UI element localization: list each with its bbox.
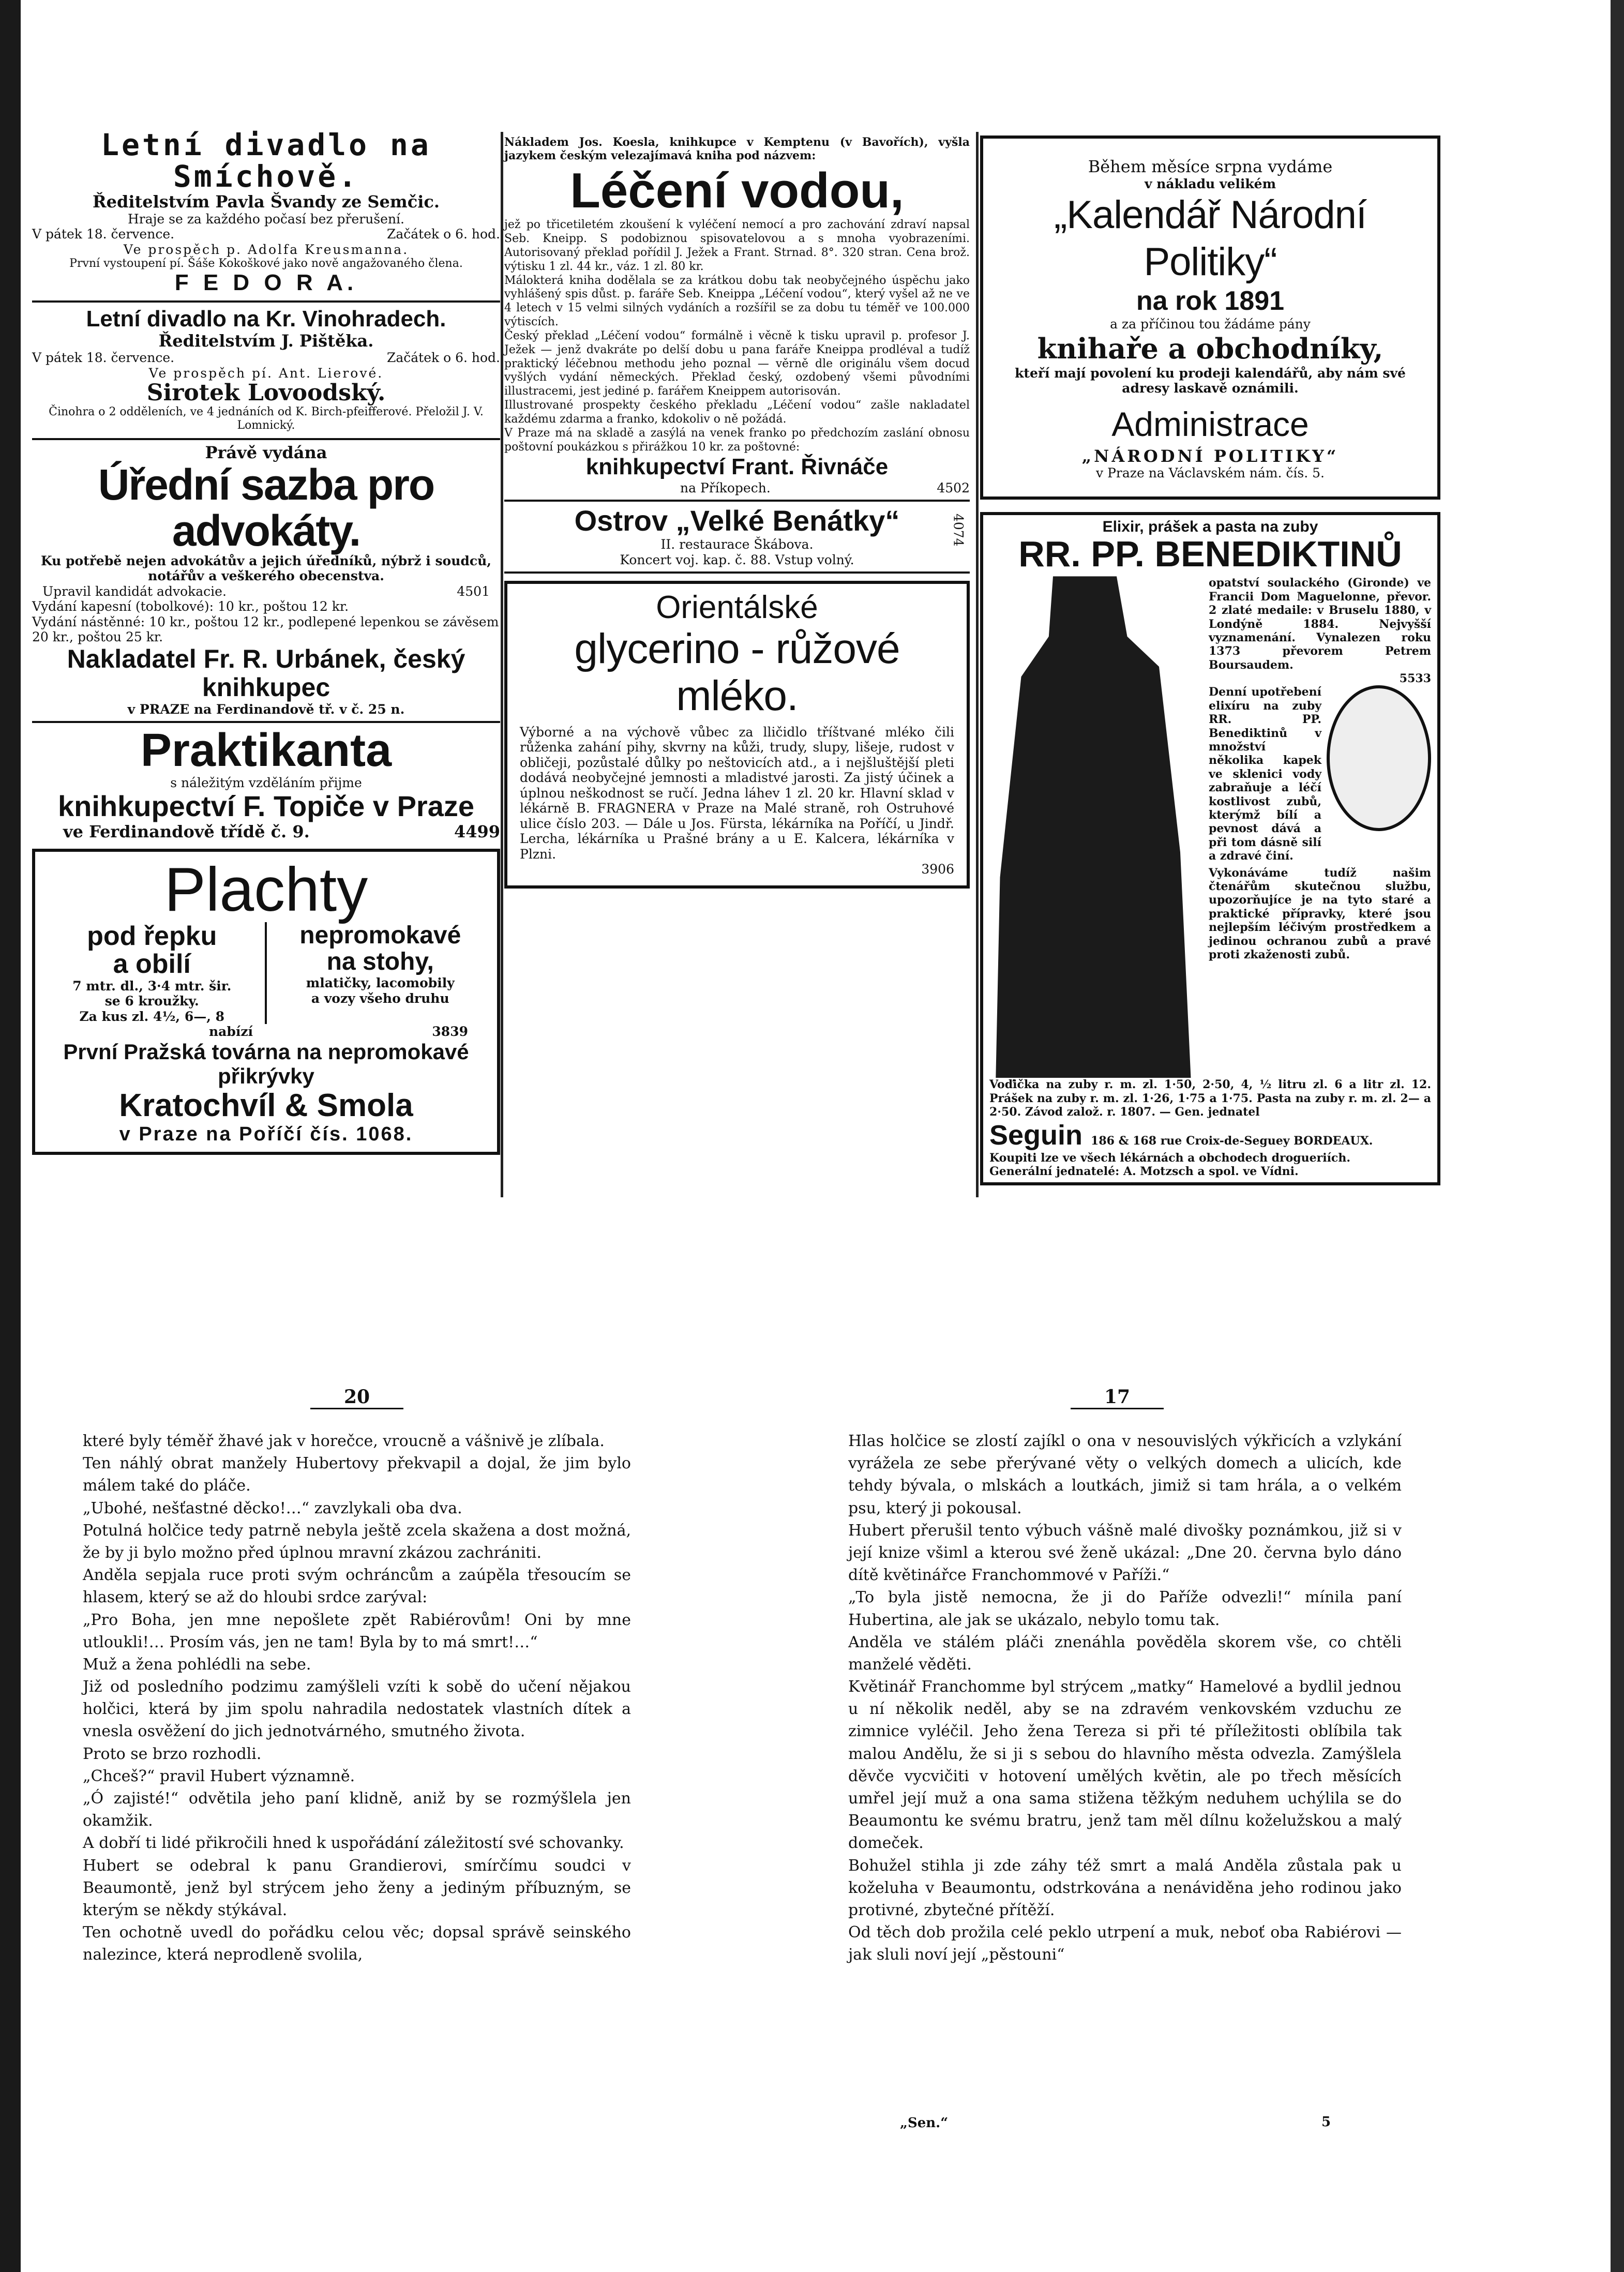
plachty-columns xyxy=(43,922,489,1025)
ostrov-sub: II. restaurace Škábova. xyxy=(660,537,814,552)
theatre-smichov-benefit: Ve prospěch p. Adolfa Kreusmanna. xyxy=(123,242,409,257)
sazba-price-wall: Vydání nástěnné: 10 kr., poštou 12 kr., podlepené lepenkou se závěsem 20 kr., poštou 25 kr. xyxy=(32,614,499,645)
praktikant-title: Praktikanta xyxy=(140,725,392,777)
praktikant-address: ve Ferdinandově třídě č. 9. xyxy=(63,821,310,841)
ostrov-concert: Koncert voj. kap. č. 88. Vstup volný. xyxy=(620,552,854,567)
lecen-seller-place: na Příkopech. xyxy=(680,480,771,495)
mleko-title: glycerino - růžové mléko. xyxy=(574,625,900,719)
sazba-ad xyxy=(32,440,500,724)
theatre-vinohrady-benefit: Ve prospěch pí. Ant. Lierové. xyxy=(148,365,384,381)
sazba-title: Úřední sazba pro advokáty. xyxy=(98,460,434,555)
theatre-smichov-title: Letní divadlo na Smíchově. xyxy=(101,127,431,194)
benediktini-mid-row xyxy=(1209,685,1431,863)
footer-sheet-number: 5 xyxy=(1321,2114,1331,2130)
plachty-right xyxy=(272,922,489,1025)
benediktini-top: opatství soulackého (Gironde) ve Francii Dom Maguelonne, převor. 2 zlaté medaile: v Bruselu 1880, v Londýně 1884. Nejvyšší vyznamenání. Vynalezen roku 1373 převorem Petrem Boursaudem. xyxy=(1209,576,1431,672)
lecen-ad-number: 4502 xyxy=(937,480,970,495)
praktikant-ad xyxy=(32,723,500,845)
mleko-body: Výborné a na výchově vůbec za lličidlo tříštvané mléko čili růženka zahání pihy, skvrny na kůži, trudy, slupy, lišeje, rudost v obličeji, pozůstalé důlky po neštovicích atd., a i nejšluštější pleti dodává neobyčejné jemnosti a mladistvé jarosti. Za jistý účinek a úplnou neškodnost se ručí. Jedna láhev 1 zl. 20 kr. Hlavní sklad v lékárně B. FRAGNERA v Praze na Malé straně, roh Ostruhové ulice číslo 203. — Dále u Jos. Fürsta, lékárníka na Poříčí, u Jindř. Lercha, lékárníka u Prašné brány a u E. Kalcera, lékárníka v Plzni. xyxy=(520,724,954,862)
lecen-title: Léčení vodou, xyxy=(570,162,904,218)
theatre-smichov-ad xyxy=(32,129,500,303)
sazba-price-pocket: Vydání kapesní (tobolkové): 10 kr., poštou 12 kr. xyxy=(32,599,349,614)
plachty-ad-number: 3839 xyxy=(432,1024,468,1040)
benediktini-mid: Denní upotřebení elixíru na zuby RR. PP. Benediktinů v množství několika kapek ve sklenici vody zabraňuje a léčí kostlivost zubů, kterýmž bílí a pevnost dává a při tom dásně silí a zdravé činí. xyxy=(1209,685,1321,863)
plachty-right-detail: mlatičky, lacomobily a vozy všeho druhu xyxy=(306,975,455,1006)
ads-right-column xyxy=(980,136,1440,1185)
ostrov-ad xyxy=(504,502,970,574)
column-rule-left xyxy=(501,132,503,1197)
theatre-vinohrady-when xyxy=(32,350,500,366)
plachty-title: Plachty xyxy=(164,854,368,924)
theatre-vinohrady-title: Letní divadlo na Kr. Vinohradech. xyxy=(86,306,446,332)
theatre-vinohrady-date: V pátek 18. července. xyxy=(32,350,175,366)
plachty-left-detail: 7 mtr. dl., 3·4 mtr. šir. se 6 kroužky. Za kus zl. 4½, 6—, 8 xyxy=(72,978,232,1024)
scan-edge-right xyxy=(1611,0,1624,2272)
kalendar-year: na rok 1891 xyxy=(1136,285,1285,316)
benediktini-agent: Seguin xyxy=(989,1119,1083,1151)
ads-left-column xyxy=(32,129,500,1155)
plachty-offer-row xyxy=(43,1024,489,1040)
lecen-body: jež po třicetiletém zkoušení k vyléčení nemocí a pro zachování zdraví napsal Seb. Kneipp. S podobiznou spisovatelovou a s mnoha vyobrazeními. Autorisovaný překlad pořídil J. Ježek a Frant. Strnad. 8°. 320 stran. Cena brož. výtisku 1 zl. 44 kr., váz. 1 zl. 80 kr. Málokterá kniha dodělala se za krátkou dobu tak neobyčejného úspěchu jako vyhlášený spis důst. p. faráře Seb. Kneippa „Léčení vodou“, který vyšel až ne ve 4 letech v 15 velmi silných vydáních a rozšířil se za dobu tu téměř ve 100.000 výtiscích. Český překlad „Léčení vodou“ formálně i věcně k tisku upravil p. profesor J. Ježek — jenž dvakráte po delší dobu u pana faráře Kneippa prodléval a tudíž praktický léčebnou methodu jeho poznal — věrně dle originálu všem docud vyšlých vydání německých. Překlad český, ozdobený všemi původními illustracemi, jest jediné p. farářem Kneippem autorisován. Illustrované prospekty českého překladu „Léčení vodou“ zašle nakladatel každému zdarma a franko, kdokoliv o ně požádá. V Praze má na skladě a zasýlá na venek franko po předchozím zaslání obnosu poštovní poukázkou s přirážkou 10 kr. za poštovné: xyxy=(504,218,970,454)
scan-edge-left xyxy=(0,0,21,2272)
lecen-vodou-ad xyxy=(504,136,970,502)
page-number-left: 20 xyxy=(310,1386,403,1409)
benediktini-ad-number: 5533 xyxy=(1399,672,1431,686)
lecen-seller: knihkupectví Frant. Řivnáče xyxy=(585,454,889,480)
praktikant-firm: knihkupectví F. Topiče v Praze xyxy=(58,790,474,823)
theatre-smichov-play: F E D O R A. xyxy=(174,270,358,296)
ads-middle-column xyxy=(504,136,970,889)
benediktini-text xyxy=(1209,576,1431,1078)
kalendar-line3: kteří mají povolení ku prodeji kalendářů, aby nám své adresy laskavě oznámili. xyxy=(1015,365,1406,396)
kalendar-target: knihaře a obchodníky, xyxy=(1037,332,1384,365)
ostrov-title: Ostrov „Velké Benátky“ xyxy=(574,504,900,537)
plachty-left-heading: pod řepku a obilí xyxy=(87,921,217,980)
sazba-address: v PRAZE na Ferdinandově tř. v č. 25 n. xyxy=(127,701,405,717)
column-rule-right xyxy=(976,132,979,1197)
sazba-desc: Ku potřebě nejen advokátův a jejich úředníků, nýbrž i soudců, notářův a veškerého obecenstva. xyxy=(41,553,491,584)
theatre-smichov-when xyxy=(32,227,500,242)
benediktini-title: RR. PP. BENEDIKTINŮ xyxy=(1018,533,1402,574)
kalendar-address: v Praze na Václavském nám. čís. 5. xyxy=(1096,465,1325,481)
theatre-vinohrady-start: Začátek o 6. hod. xyxy=(386,350,500,366)
kalendar-ad xyxy=(980,136,1440,500)
footer-signature: „Sen.“ xyxy=(900,2115,949,2131)
theatre-smichov-start: Začátek o 6. hod. xyxy=(386,227,500,242)
story-right-column: Hlas holčice se zlostí zajíkl o ona v nesouvislých výkřicích a vzlykání vyrážela ze sebe přerývané věty o velkých domech a ulicích, kde tehdy bývala, o mlskách a loutkách, jimiž si tam hrála, a o velkém psu, který ji pokousal. Hubert přerušil tento výbuch vášně malé divošky poznámkou, již si v její knize všiml a kterou své ženě ukázal: „Dne 20. června bylo dáno dítě květinářce Franchommové v Paříži.“ „To byla jistě nemocna, že ji do Paříže odvezli!“ mínila paní Hubertina, ale jak se ukázalo, nebylo tomu tak. Anděla ve stálém pláči znenáhla pověděla skorem vše, co chtěli manželé věděti. Květinář Franchomme byl strýcem „matky“ Hamelové a bydlil jednou u ní několik neděl, aby se na zdravém venkovském vzduchu ze zimnice vyléčil. Jeho žena Tereza si při té příležitosti oblíbila tak malou Andělu, že si ji s sebou do hlavního města odvezla. Zamýšlela děvče vycvičiti v hotovení umělých květin, ale po třech měsících umřel její muž a ona sama stižena těžkým neduhem uchýlila se do Beaumontu ke svému bratru, jenž tam měl dílnu koželužskou a malý domeček. Bohužel stihla ji zde záhy též smrt a malá Anděla zůstala pak u koželuha v Beaumontu, odstrkována a nenáviděna jeho rodinou jako protivné, zbytečné přítěží. Od těch dob prožila celé peklo utrpení a muk, neboť oba Rabiérovi — jak sluli noví její „pěstouni“ xyxy=(848,1432,1402,1964)
praktikant-ad-number: 4499 xyxy=(454,821,500,841)
kalendar-line2: a za příčinou tou žádáme pány xyxy=(1110,317,1311,332)
benediktini-agent-address: 186 & 168 rue Croix-de-Seguey BORDEAUX. xyxy=(1091,1134,1373,1148)
mleko-ad xyxy=(504,581,970,889)
mleko-kicker: Orientálské xyxy=(656,590,818,626)
theatre-smichov-weather: Hraje se za každého počasí bez přerušení. xyxy=(128,211,404,227)
lecen-seller-row xyxy=(504,480,970,496)
benediktini-general: Generální jednatelé: A. Motzsch a spol. ve Vídni. xyxy=(989,1164,1299,1178)
plachty-ad xyxy=(32,849,500,1155)
mleko-ad-number: 3906 xyxy=(921,862,954,877)
kalendar-sub: v nákladu velikém xyxy=(1144,176,1276,191)
praktikant-sub: s náležitým vzděláním přijme xyxy=(170,775,362,790)
sazba-kicker: Právě vydána xyxy=(205,442,327,462)
theatre-vinohrady-desc: Činohra o 2 odděleních, ve 4 jednáních od K. Birch-pfeifferové. Přeložil J. V. Lomnický. xyxy=(49,405,484,432)
theatre-smichov-debut: První vystoupení pí. Šáše Kokoškové jako nově angažovaného člena. xyxy=(69,257,463,270)
benediktini-prices: Voďička na zuby r. m. zl. 1·50, 2·50, 4, ½ litru zl. 6 a litr zl. 12. Prášek na zuby r. m. zl. 1·26, 1·75 a 1·75. Pasta na zuby r. m. zl. 2— a 2·50. Závod založ. r. 1807. — Gen. jednatel xyxy=(989,1078,1431,1119)
plachty-firm: Kratochvíl & Smola xyxy=(119,1087,413,1123)
plachty-offer: nabízí xyxy=(209,1024,253,1040)
kalendar-intro: Během měsíce srpna vydáme xyxy=(1088,157,1333,176)
story-left-column: které byly téměř žhavé jak v horečce, vroucně a vášnivě je zlíbala. Ten náhlý obrat manžely Hubertovy překvapil a dojal, že jim bylo málem také do pláče. „Ubohé, nešťastné děcko!…“ zavzlykali oba dva. Potulná holčice tedy patrně nebyla ještě zcela skažena a dost možná, že by ji bylo možno před úplnou mravní zkázou zachrániti. Anděla sepjala ruce proti svým ochráncům a zaúpěla třesoucím se hlasem, který se až do hloubi srdce zarýval: „Pro Boha, jen mne nepošlete zpět Rabiérovům! Oni by mne utloukli!… Prosím vás, jen ne tam! Byla by to má smrt!…“ Muž a žena pohlédli na sebe. Již od posledního podzimu zamýšleli vzíti k sobě do učení nějakou holčici, která by jim spolu nahradila nedostatek vlastních dítek a vnesla osvěžení do jich jednotvárného, smutného života. Proto se brzo rozhodli. „Chceš?“ pravil Hubert významně. „Ó zajisté!“ odvětila jeho paní klidně, aniž by se rozmýšlela jen okamžik. A dobří ti lidé přikročili hned k uspořádání záležitostí své schovanky. Hubert se odebral k panu Grandierovi, smírčímu soudci v Beaumontě, jenž byl strýcem jeho ženy a jediným příbuzným, se kterým se někdy stýkával. Ten ochotně uvedl do pořádku celou věc; dopsal správě seinského nalezince, která neprodleně svolila, xyxy=(83,1432,631,1964)
sazba-author-row xyxy=(32,584,500,599)
theatre-vinohrady-director: Ředitelstvím J. Pištěka. xyxy=(158,330,374,351)
theatre-vinohrady-play: Sirotek Lovoodský. xyxy=(146,380,386,407)
praktikant-address-row xyxy=(32,822,500,841)
plachty-address: v Praze na Poříčí čís. 1068. xyxy=(119,1123,413,1146)
plachty-left xyxy=(43,922,267,1025)
monk-illustration xyxy=(989,576,1201,1078)
benediktini-seal xyxy=(1327,685,1431,831)
benediktini-depot: Koupiti lze ve všech lékárnách a obchodech drogueriích. xyxy=(989,1151,1350,1165)
benediktini-agent-row xyxy=(989,1119,1431,1151)
sazba-publisher: Nakladatel Fr. R. Urbánek, český knihkupec xyxy=(67,644,465,702)
theatre-smichov-director: Ředitelstvím Pavla Švandy ze Semčic. xyxy=(93,191,440,212)
page-number-right: 17 xyxy=(1071,1386,1164,1409)
ostrov-ad-number: 4074 xyxy=(951,514,966,547)
benediktini-ad xyxy=(980,512,1440,1185)
kalendar-admin: Administrace xyxy=(1111,404,1309,443)
benediktini-main xyxy=(989,576,1431,1078)
benediktini-kicker: Elixir, prášek a pasta na zuby xyxy=(1102,518,1318,535)
benediktini-low: Vykonáváme tudíž našim čtenářům skutečnou službu, upozorňujíce je na tyto staré a praktické přípravky, které jsou nejlepším léčivým prostředkem a jedinou ochranou zubů a pravé proti zkaženosti zubů. xyxy=(1209,866,1431,961)
theatre-vinohrady-ad xyxy=(32,303,500,440)
sazba-ad-number: 4501 xyxy=(457,583,490,599)
kalendar-title: „Kalendář Národní Politiky“ xyxy=(1054,193,1367,284)
theatre-smichov-date: V pátek 18. července. xyxy=(32,227,175,242)
sazba-author: Upravil kandidát advokacie. xyxy=(42,583,227,599)
lecen-intro: Nákladem Jos. Koesla, knihkupce v Kemptenu (v Bavořích), vyšla jazykem českým velezajímavá kniha pod názvem: xyxy=(504,136,970,163)
plachty-right-heading: nepromokavé na stohy, xyxy=(299,921,461,976)
plachty-factory: První Pražská továrna na nepromokavé přikrývky xyxy=(63,1039,469,1088)
kalendar-paper: „NÁRODNÍ POLITIKY“ xyxy=(1081,446,1339,466)
